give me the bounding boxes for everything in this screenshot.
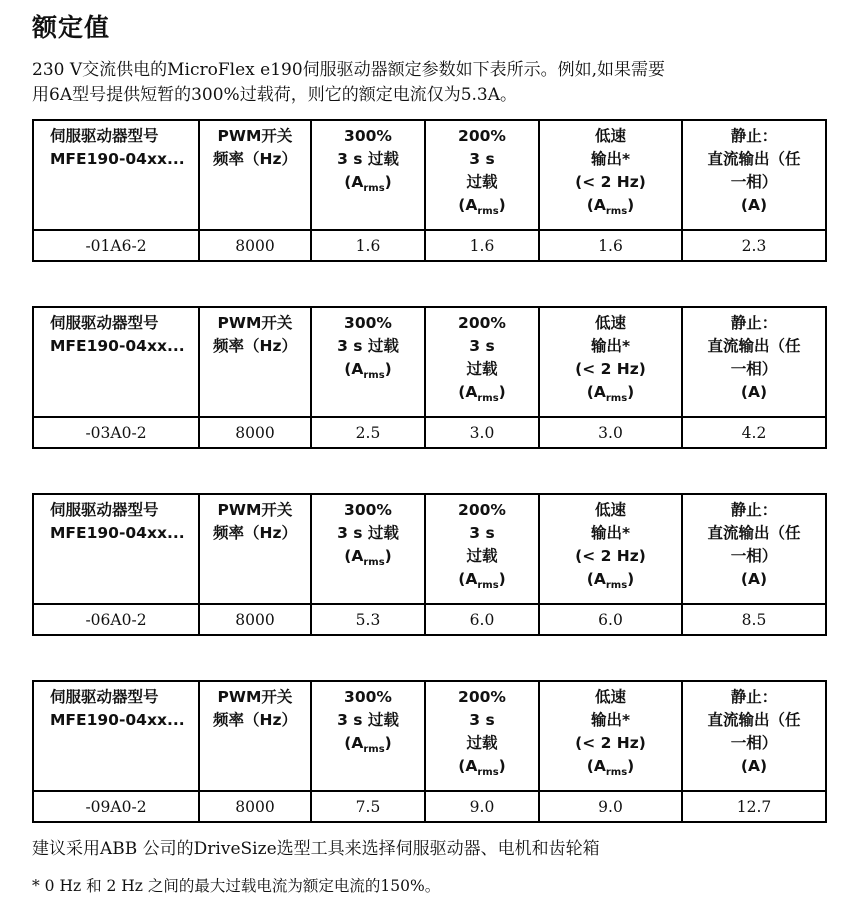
header-line: 频率（Hz） — [213, 337, 297, 355]
cell-overload300: 2.5 — [311, 417, 425, 448]
header-unit — [312, 732, 424, 761]
table-row — [33, 417, 826, 448]
cell-overload200: 6.0 — [425, 604, 539, 635]
header-line: 3 s 过载 — [337, 337, 399, 355]
unit-subscript: rms — [363, 370, 385, 381]
header-line: 过载 — [466, 173, 498, 191]
header-standstill — [682, 307, 826, 417]
header-line: MFE190-04xx... — [50, 150, 185, 168]
unit-symbol: (A — [344, 173, 364, 191]
header-line: 伺服驱动器型号 — [50, 501, 159, 519]
header-line: (< 2 Hz) — [575, 360, 646, 378]
header-line: PWM开关 — [217, 127, 293, 145]
unit-symbol: (A — [586, 383, 606, 401]
header-overload300 — [311, 681, 425, 791]
header-line: (A) — [740, 570, 768, 588]
unit-symbol: (A — [458, 383, 478, 401]
unit-subscript: rms — [605, 206, 628, 217]
header-unit — [540, 755, 681, 784]
header-line: PWM开关 — [217, 688, 293, 706]
header-line: 300% — [344, 127, 392, 145]
unit-symbol: (A — [458, 570, 478, 588]
cell-overload200: 3.0 — [425, 417, 539, 448]
header-unit — [426, 381, 538, 410]
header-line: 频率（Hz） — [213, 711, 297, 729]
header-line: 频率（Hz） — [213, 150, 297, 168]
rating-table — [32, 119, 827, 262]
header-overload200 — [425, 494, 539, 604]
unit-close: ) — [498, 196, 506, 214]
unit-subscript: rms — [605, 580, 628, 591]
unit-symbol: (A — [586, 757, 606, 775]
header-line: 200% — [458, 314, 506, 332]
unit-close: ) — [384, 547, 392, 565]
unit-symbol: (A — [344, 360, 364, 378]
header-line: 200% — [458, 127, 506, 145]
header-line: PWM开关 — [217, 314, 293, 332]
table-header-row — [33, 120, 826, 230]
rating-table — [32, 680, 827, 823]
header-pwm — [199, 120, 311, 230]
header-line: 伺服驱动器型号 — [50, 127, 159, 145]
table-header-row — [33, 494, 826, 604]
cell-overload300: 5.3 — [311, 604, 425, 635]
header-model — [33, 307, 199, 417]
header-line: 低速 — [594, 314, 626, 332]
header-line: 过载 — [466, 360, 498, 378]
unit-subscript: rms — [477, 206, 499, 217]
cell-pwm: 8000 — [199, 230, 311, 261]
header-standstill — [682, 494, 826, 604]
cell-pwm: 8000 — [199, 791, 311, 822]
cell-pwm: 8000 — [199, 604, 311, 635]
cell-standstill: 2.3 — [682, 230, 826, 261]
rating-table — [32, 493, 827, 636]
header-line: 输出* — [590, 524, 631, 542]
header-line: 直流输出（任 — [707, 337, 801, 355]
unit-subscript: rms — [363, 744, 385, 755]
header-line: 静止： — [730, 127, 778, 145]
header-unit — [312, 358, 424, 387]
unit-subscript: rms — [363, 183, 385, 194]
cell-overload200: 9.0 — [425, 791, 539, 822]
header-line: 3 s 过载 — [337, 524, 399, 542]
header-model — [33, 681, 199, 791]
header-line: 直流输出（任 — [707, 524, 801, 542]
header-lowspeed — [539, 494, 682, 604]
drivesize-note: 建议采用ABB 公司的DriveSize选型工具来选择伺服驱动器、电机和齿轮箱 — [32, 839, 600, 859]
header-line: (< 2 Hz) — [575, 547, 646, 565]
header-unit — [426, 755, 538, 784]
cell-model: -03A0-2 — [33, 417, 199, 448]
unit-close: ) — [627, 196, 635, 214]
intro-line: 230 V交流供电的MicroFlex e190伺服驱动器额定参数如下表所示。例如,如果需要 — [32, 60, 666, 80]
unit-close: ) — [498, 757, 506, 775]
header-line: 3 s 过载 — [337, 711, 399, 729]
table-row — [33, 791, 826, 822]
header-line: 一相） — [730, 547, 778, 565]
header-line: 直流输出（任 — [707, 150, 801, 168]
header-standstill — [682, 681, 826, 791]
header-standstill — [682, 120, 826, 230]
unit-subscript: rms — [477, 580, 499, 591]
header-line: 过载 — [466, 547, 498, 565]
header-line: 直流输出（任 — [707, 711, 801, 729]
header-line: 低速 — [594, 501, 626, 519]
header-line: 3 s — [469, 150, 495, 168]
unit-subscript: rms — [363, 557, 385, 568]
header-line: 输出* — [590, 150, 631, 168]
cell-overload300: 7.5 — [311, 791, 425, 822]
header-line: 过载 — [466, 734, 498, 752]
unit-symbol: (A — [586, 570, 606, 588]
header-line: 300% — [344, 688, 392, 706]
header-line: (A) — [740, 757, 768, 775]
header-model — [33, 494, 199, 604]
cell-standstill: 4.2 — [682, 417, 826, 448]
cell-overload200: 1.6 — [425, 230, 539, 261]
header-line: 输出* — [590, 337, 631, 355]
header-line: PWM开关 — [217, 501, 293, 519]
unit-subscript: rms — [477, 767, 499, 778]
header-lowspeed — [539, 681, 682, 791]
header-line: 输出* — [590, 711, 631, 729]
header-line: MFE190-04xx... — [50, 337, 185, 355]
unit-close: ) — [627, 570, 635, 588]
cell-standstill: 12.7 — [682, 791, 826, 822]
header-line: 300% — [344, 314, 392, 332]
cell-lowspeed: 3.0 — [539, 417, 682, 448]
header-pwm — [199, 681, 311, 791]
header-line: (< 2 Hz) — [575, 734, 646, 752]
header-unit — [540, 381, 681, 410]
header-lowspeed — [539, 307, 682, 417]
header-line: 低速 — [594, 127, 626, 145]
header-unit — [426, 568, 538, 597]
header-overload200 — [425, 120, 539, 230]
cell-model: -01A6-2 — [33, 230, 199, 261]
cell-lowspeed: 1.6 — [539, 230, 682, 261]
header-line: 200% — [458, 501, 506, 519]
header-overload300 — [311, 120, 425, 230]
header-line: 3 s — [469, 337, 495, 355]
table-header-row — [33, 681, 826, 791]
rating-table — [32, 306, 827, 449]
table-row — [33, 604, 826, 635]
header-overload200 — [425, 681, 539, 791]
header-line: 低速 — [594, 688, 626, 706]
unit-symbol: (A — [344, 734, 364, 752]
header-line: 伺服驱动器型号 — [50, 688, 159, 706]
header-overload300 — [311, 494, 425, 604]
unit-symbol: (A — [458, 196, 478, 214]
intro-paragraph — [32, 58, 822, 108]
unit-close: ) — [627, 757, 635, 775]
header-line: (A) — [740, 196, 768, 214]
header-pwm — [199, 307, 311, 417]
unit-close: ) — [384, 360, 392, 378]
header-unit — [540, 568, 681, 597]
unit-close: ) — [627, 383, 635, 401]
cell-model: -09A0-2 — [33, 791, 199, 822]
header-line: 一相） — [730, 734, 778, 752]
table-row — [33, 230, 826, 261]
header-unit — [312, 545, 424, 574]
header-line: 一相） — [730, 360, 778, 378]
header-line: MFE190-04xx... — [50, 711, 185, 729]
table-header-row — [33, 307, 826, 417]
header-line: 3 s 过载 — [337, 150, 399, 168]
header-model — [33, 120, 199, 230]
header-line: 3 s — [469, 524, 495, 542]
unit-close: ) — [384, 734, 392, 752]
unit-close: ) — [498, 383, 506, 401]
header-lowspeed — [539, 120, 682, 230]
header-pwm — [199, 494, 311, 604]
cell-overload300: 1.6 — [311, 230, 425, 261]
unit-symbol: (A — [458, 757, 478, 775]
cell-lowspeed: 6.0 — [539, 604, 682, 635]
unit-subscript: rms — [605, 393, 628, 404]
header-line: 频率（Hz） — [213, 524, 297, 542]
header-line: 静止： — [730, 688, 778, 706]
header-unit — [312, 171, 424, 200]
header-line: (< 2 Hz) — [575, 173, 646, 191]
unit-symbol: (A — [586, 196, 606, 214]
header-line: (A) — [740, 383, 768, 401]
header-line: 一相） — [730, 173, 778, 191]
unit-close: ) — [498, 570, 506, 588]
header-overload300 — [311, 307, 425, 417]
unit-subscript: rms — [477, 393, 499, 404]
header-line: 200% — [458, 688, 506, 706]
cell-pwm: 8000 — [199, 417, 311, 448]
cell-lowspeed: 9.0 — [539, 791, 682, 822]
header-line: 300% — [344, 501, 392, 519]
header-overload200 — [425, 307, 539, 417]
header-line: 3 s — [469, 711, 495, 729]
cell-model: -06A0-2 — [33, 604, 199, 635]
header-line: 静止： — [730, 314, 778, 332]
unit-symbol: (A — [344, 547, 364, 565]
header-unit — [540, 194, 681, 223]
header-unit — [426, 194, 538, 223]
footnote: * 0 Hz 和 2 Hz 之间的最大过载电流为额定电流的150%。 — [32, 877, 441, 895]
intro-line: 用6A型号提供短暂的300%过载荷，则它的额定电流仅为5.3A。 — [32, 85, 518, 105]
header-line: 伺服驱动器型号 — [50, 314, 159, 332]
header-line: MFE190-04xx... — [50, 524, 185, 542]
cell-standstill: 8.5 — [682, 604, 826, 635]
unit-subscript: rms — [605, 767, 628, 778]
unit-close: ) — [384, 173, 392, 191]
page-title: 额定值 — [32, 13, 111, 42]
header-line: 静止： — [730, 501, 778, 519]
